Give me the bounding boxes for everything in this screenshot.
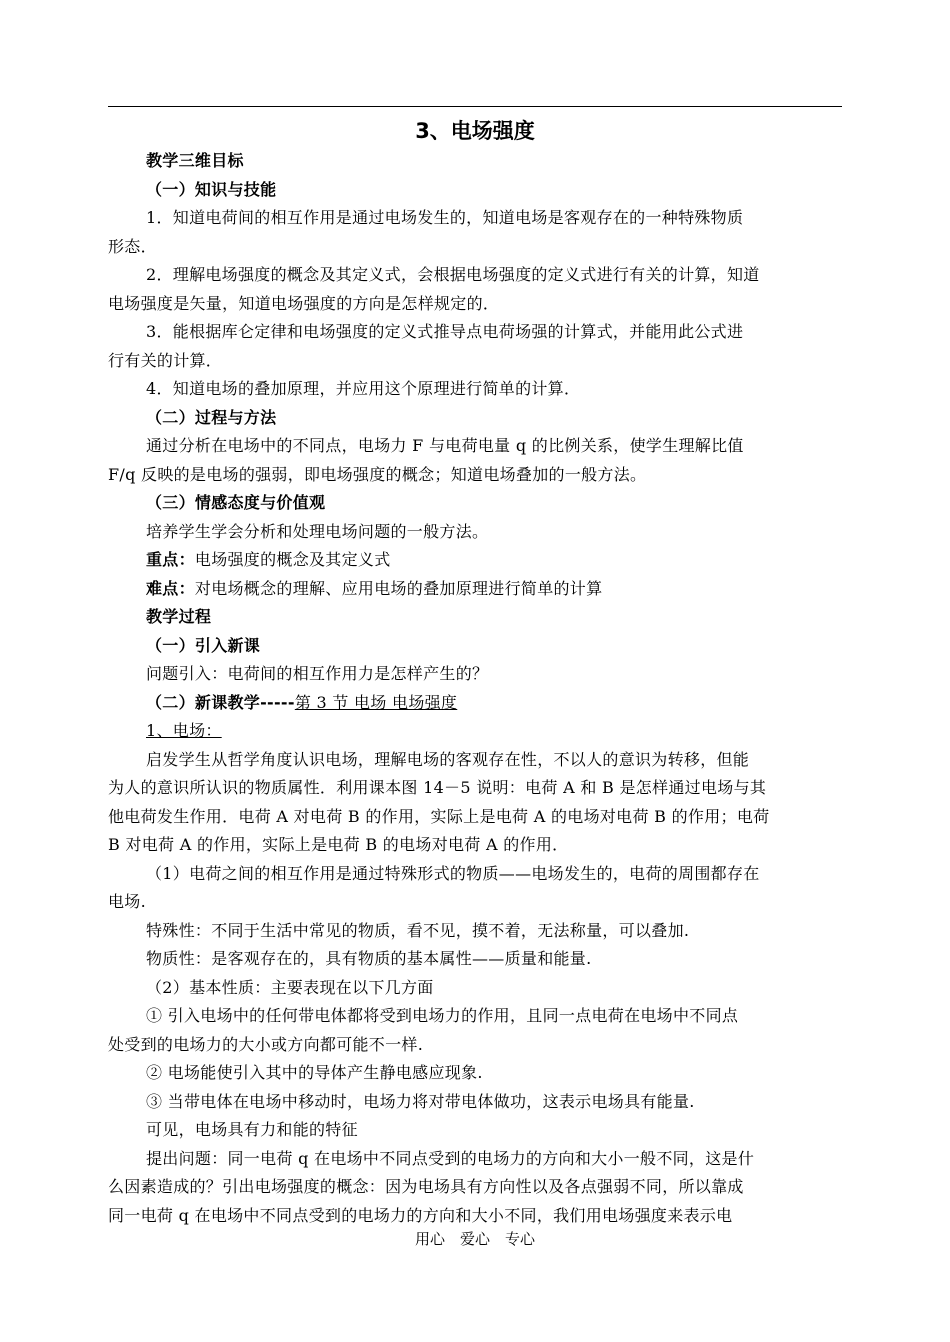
- key-point-label: 重点：: [146, 550, 195, 569]
- paragraph-line: 提出问题：同一电荷 q 在电场中不同点受到的电场力的方向和大小一般不同，这是什: [146, 1148, 755, 1168]
- paragraph-line: 问题引入：电荷间的相互作用力是怎样产生的？: [146, 664, 489, 683]
- paragraph-line: 特殊性：不同于生活中常见的物质，看不见，摸不着，无法称量，可以叠加.: [146, 920, 690, 940]
- subheading-knowledge: （一）知识与技能: [146, 179, 277, 199]
- subheading-intro: （一）引入新课: [146, 635, 261, 655]
- paragraph-line: 1．知道电荷间的相互作用是通过电场发生的，知道电场是客观存在的一种特殊物质: [146, 208, 744, 227]
- paragraph-line: ① 引入电场中的任何带电体都将受到电场力的作用，且同一点电荷在电场中不同点: [146, 1006, 739, 1025]
- page-footer: 用心 爱心 专心: [414, 1230, 535, 1248]
- paragraph-line: 培养学生学会分析和处理电场问题的一般方法。: [146, 521, 489, 541]
- paragraph-line: 同一电荷 q 在电场中不同点受到的电场力的方向和大小不同，我们用电场强度来表示电: [108, 1205, 733, 1225]
- paragraph-line: 形态．: [108, 236, 157, 256]
- paragraph-line: 为人的意识所认识的物质属性．利用课本图 14－5 说明：电荷 A 和 B 是怎样通过电场与其: [108, 778, 767, 797]
- paragraph-line: 物质性：是客观存在的，具有物质的基本属性——质量和能量.: [146, 949, 592, 968]
- document-body: [108, 147, 842, 1230]
- subheading-field: 1、电场：: [146, 721, 222, 740]
- subheading-process: （二）过程与方法: [146, 407, 277, 427]
- paragraph-line: 4．知道电场的叠加原理，并应用这个原理进行简单的计算．: [146, 379, 581, 398]
- subheading-attitude: （三）情感态度与价值观: [146, 493, 326, 512]
- paragraph-line: 电场.: [108, 892, 146, 911]
- paragraph-line: 行有关的计算．: [108, 350, 223, 370]
- paragraph-line: 可见，电场具有力和能的特征: [146, 1120, 358, 1139]
- document-title: 3、电场强度: [415, 119, 535, 143]
- paragraph-line: 处受到的电场力的大小或方向都可能不一样.: [108, 1034, 424, 1054]
- new-lesson-section: 第 3 节 电场 电场强度: [294, 692, 458, 712]
- paragraph-line: ③ 当带电体在电场中移动时，电场力将对带电体做功，这表示电场具有能量.: [146, 1091, 695, 1111]
- new-lesson-label: （二）新课教学-----: [146, 692, 295, 712]
- difficulty-label: 难点：: [146, 578, 195, 598]
- difficulty-text: 对电场概念的理解、应用电场的叠加原理进行简单的计算: [194, 578, 603, 598]
- paragraph-line: （2）基本性质：主要表现在以下几方面: [146, 977, 434, 997]
- header-rule: [108, 106, 842, 107]
- key-point-line: [108, 546, 842, 575]
- difficulty-line: [108, 575, 842, 604]
- paragraph-line: ② 电场能使引入其中的导体产生静电感应现象.: [146, 1063, 483, 1082]
- key-point-text: 电场强度的概念及其定义式: [194, 550, 391, 569]
- paragraph-line: F/q 反映的是电场的强弱，即电场强度的概念；知道电场叠加的一般方法。: [108, 464, 647, 484]
- subheading-new-lesson: [108, 689, 842, 718]
- section-heading-objectives: 教学三维目标: [146, 151, 244, 170]
- paragraph-line: （1）电荷之间的相互作用是通过特殊形式的物质——电场发生的，电荷的周围都存在: [146, 863, 760, 883]
- paragraph-line: 通过分析在电场中的不同点，电场力 F 与电荷电量 q 的比例关系，使学生理解比值: [146, 436, 744, 455]
- paragraph-line: 3．能根据库仑定律和电场强度的定义式推导点电荷场强的计算式，并能用此公式进: [146, 322, 744, 341]
- paragraph-line: 么因素造成的？引出电场强度的概念：因为电场具有方向性以及各点强弱不同，所以靠成: [108, 1177, 744, 1196]
- paragraph-line: 启发学生从哲学角度认识电场，理解电场的客观存在性，不以人的意识为转移，但能: [146, 749, 750, 769]
- section-heading-process: 教学过程: [146, 607, 212, 626]
- paragraph-line: B 对电荷 A 的作用，实际上是电荷 B 的电场对电荷 A 的作用．: [108, 835, 569, 854]
- paragraph-line: 2．理解电场强度的概念及其定义式，会根据电场强度的定义式进行有关的计算，知道: [146, 265, 760, 284]
- paragraph-line: 电场强度是矢量，知道电场强度的方向是怎样规定的．: [108, 293, 500, 313]
- paragraph-line: 他电荷发生作用．电荷 A 对电荷 B 的作用，实际上是电荷 A 的电场对电荷 B 的作用；电荷: [108, 806, 770, 826]
